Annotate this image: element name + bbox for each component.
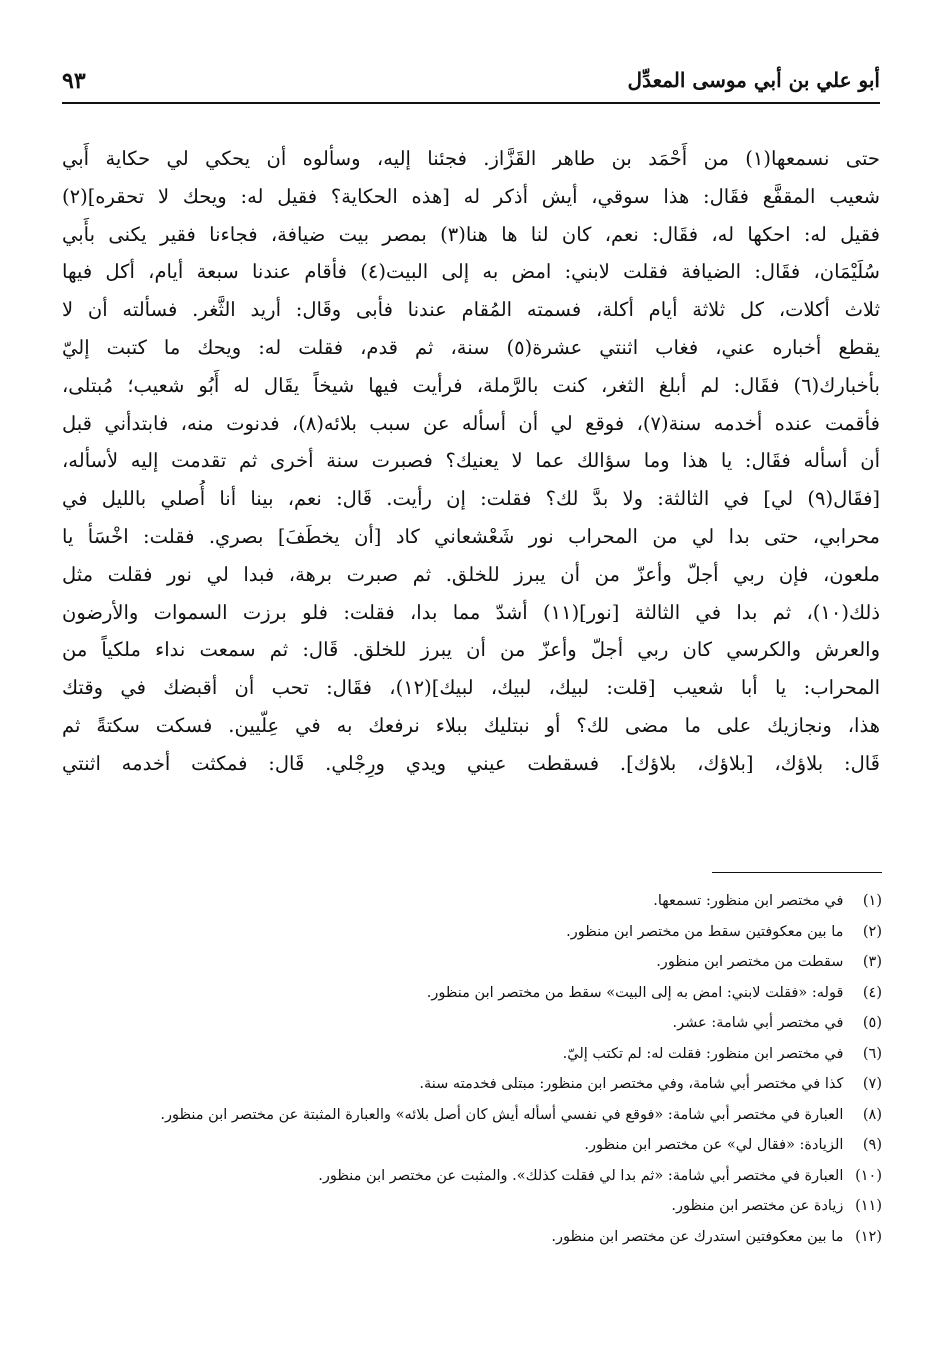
text-line: سُلَيْمَان، فقَال: الضيافة فقلت لابني: امض به إلى البيت(٤) فأقام عندنا سبعة أيام، أكل فيها (62, 260, 880, 284)
text-line: حتى نسمعها(١) من أَحْمَد بن طاهر القَزَّاز. فجئنا إليه، وسألوه أن يحكي لي حكاية أَبي (62, 147, 880, 170)
text-line: بأخبارك(٦) فقَال: لم أبلغ الثغر، كنت بالرَّملة، فرأيت فيها شيخاً يقَال له أَبُو شعيب؛ مُبتلى، (62, 373, 880, 397)
header-title: أبو علي بن أبي موسى المعدِّل (627, 68, 880, 92)
footnote-text: في مختصر ابن منظور: تسمعها. (653, 893, 844, 909)
footnote-text: العبارة في مختصر أبي شامة: «فوقع في نفسي أسأله أيش كان أصل بلائه» والعبارة المثبتة عن مختصر ابن منظور. (160, 1106, 844, 1123)
footnote (62, 947, 882, 978)
text-line: قَال: بلاؤك، [بلاؤك، بلاؤك]. فسقطت عيني ويدي ورِجْلي. قَال: فمكثت أخدمه اثنتي (62, 751, 880, 775)
text-line: ثلاث أكلات، كل ثلاثة أيام أكلة، فسمته المُقام عندنا فأبى وقَال: أريد الثَّغر. فسألته أن لا (62, 298, 880, 322)
footnote (62, 1191, 882, 1222)
footnote (62, 1069, 882, 1100)
footnote (62, 1039, 882, 1070)
text-line: والعرش والكرسي كان ربي أجلّ وأعزّ من أن يبرز للخلق. قَال: ثم سمعت نداء ملكياً من (62, 638, 880, 662)
footnote-text: في مختصر ابن منظور: فقلت له: لم تكتب إليّ. (562, 1045, 844, 1062)
footnote (62, 1161, 882, 1192)
footnote-text: في مختصر أبي شامة: عشر. (672, 1015, 844, 1031)
text-line: محرابي، حتى بدا لي من المحراب نور شَعْشعاني كاد [أن يخطَفَ] بصري. فقلت: اخْسَأ يا (62, 524, 880, 548)
footnote-number: (٣) (862, 954, 882, 970)
footnote-text: سقطت من مختصر ابن منظور. (656, 954, 844, 970)
text-line: شعيب المقفَّع فقَال: هذا سوقي، أيش أذكر له [هذه الحكاية؟ فقيل له: ويحك لا تحقره](٢) (62, 184, 880, 208)
footnote-text: ما بين معكوفتين استدرك عن مختصر ابن منظور. (551, 1228, 844, 1245)
footnote-number: (٤) (862, 984, 882, 1001)
footnote-text: العبارة في مختصر أبي شامة: «ثم بدا لي فقلت كذلك». والمثبت عن مختصر ابن منظور. (318, 1167, 844, 1184)
footnote-number: (٢) (862, 923, 882, 940)
main-text (62, 140, 880, 783)
text-line: هذا، ونجازيك على ما مضى لك؟ أو نبتليك ببلاء نرفعك به في عِلّيين. فسكت سكتةً ثم (62, 713, 880, 737)
footnote-number: (٥) (862, 1015, 882, 1031)
footnote-number: (١١) (855, 1198, 882, 1214)
text-line: فأقمت عنده أخدمه سنة(٧)، فوقع لي أن أسأله عن سبب بلائه(٨)، فدنوت منه، فابتدأني قبل (62, 411, 880, 435)
footnote (62, 1130, 882, 1161)
footnote-text: زيادة عن مختصر ابن منظور. (671, 1198, 844, 1214)
footnote (62, 1008, 882, 1039)
footnote (62, 1222, 882, 1253)
footnote-number: (٩) (862, 1137, 882, 1153)
footnote (62, 978, 882, 1009)
footnote (62, 886, 882, 917)
text-line: فقيل له: احكها له، فقَال: نعم، كان لنا ها هنا(٣) بمصر بيت ضيافة، فجاءنا فقير يكنى بأَبي (62, 222, 880, 246)
footnote-text: ما بين معكوفتين سقط من مختصر ابن منظور. (566, 923, 844, 940)
text-line: أن أسأله فقَال: يا هذا وما سؤالك عما لا يعنيك؟ فصبرت سنة أخرى ثم تقدمت إليه لأسأله، (62, 449, 880, 473)
text-line: المحراب: يا أبا شعيب [قلت: لبيك، لبيك، لبيك](١٢)، فقَال: تحب أن أقبضك في وقتك (62, 676, 880, 700)
footnote-number: (١٢) (855, 1228, 882, 1245)
text-line: ذلك(١٠)، ثم بدا في الثالثة [نور](١١) أشدّ مما بدا، فقلت: فلو برزت السموات والأرضون (62, 600, 880, 624)
text-line: [فقَال(٩) لي] في الثالثة: ولا بدَّ لك؟ فقلت: إن رأيت. قَال: نعم، بينا أنا أُصلي بالليل في (62, 487, 880, 511)
footnote (62, 1100, 882, 1131)
footnote-text: الزيادة: «فقال لي» عن مختصر ابن منظور. (584, 1137, 844, 1153)
footnote-number: (٨) (862, 1106, 882, 1123)
footnote-text: قوله: «فقلت لابني: امض به إلى البيت» سقط من مختصر ابن منظور. (426, 984, 844, 1001)
running-header (62, 62, 880, 104)
footnote-text: كذا في مختصر أبي شامة، وفي مختصر ابن منظور: مبتلى فخدمته سنة. (419, 1076, 844, 1092)
text-line: ملعون، فإن ربي أجلّ وأعزّ من أن يبرز للخلق. ثم صبرت برهة، فبدا لي نور فقلت مثل (62, 562, 880, 586)
text-line: يقطع أخباره عني، فغاب اثنتي عشرة(٥) سنة، ثم قدم، فقلت له: ويحك ما كتبت إليّ (62, 335, 880, 359)
footnote-separator (712, 872, 882, 873)
footnote (62, 917, 882, 948)
footnotes (62, 886, 882, 1252)
footnote-number: (٧) (862, 1076, 882, 1092)
footnote-number: (١) (862, 893, 882, 909)
footnote-number: (١٠) (855, 1167, 882, 1184)
footnote-number: (٦) (862, 1045, 882, 1062)
page-number: ٩٣ (62, 68, 86, 94)
